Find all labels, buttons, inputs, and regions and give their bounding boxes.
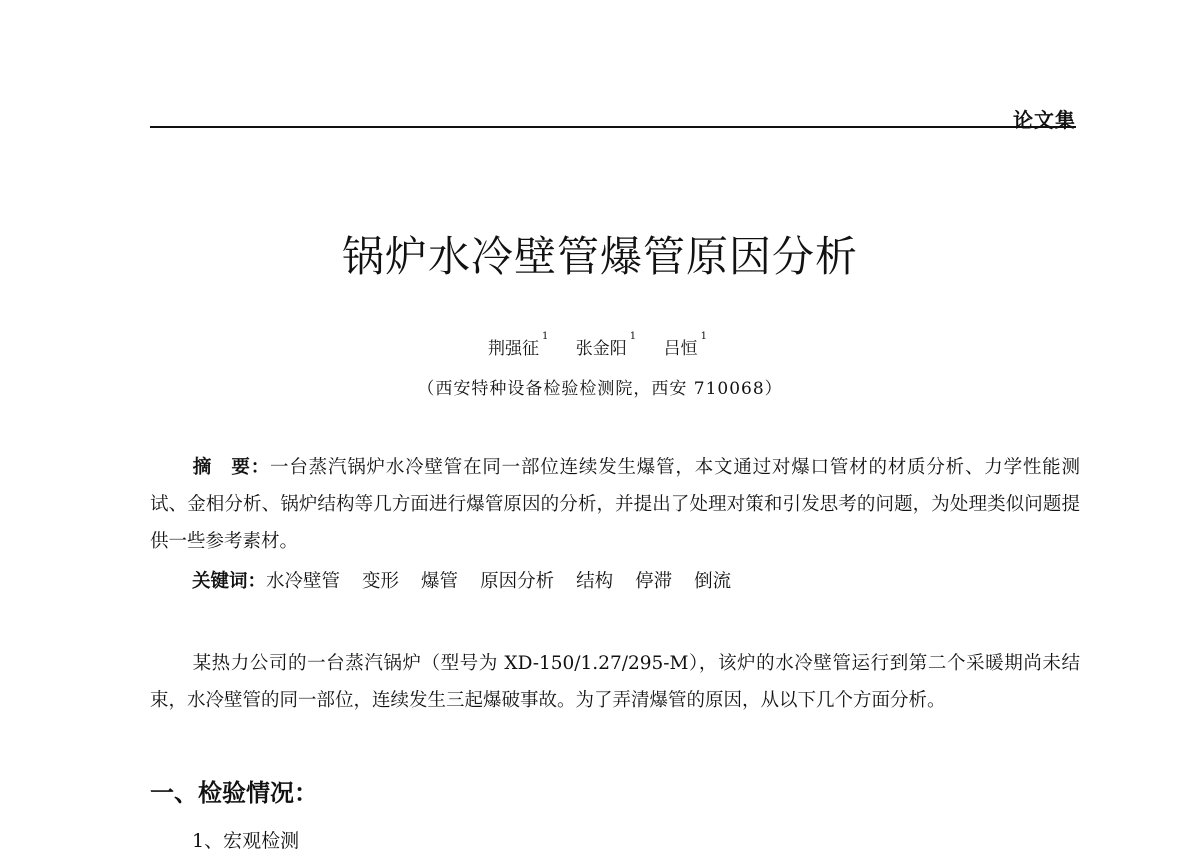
paper-title: 锅炉水冷壁管爆管原因分析 bbox=[341, 232, 858, 282]
header-label: 论文集 bbox=[1013, 108, 1076, 132]
abstract-label: 摘 要： bbox=[192, 457, 271, 478]
author-affiliation-mark: 1 bbox=[542, 331, 549, 342]
author-name: 吕恒 bbox=[663, 339, 698, 359]
abstract bbox=[150, 449, 1080, 560]
author-list bbox=[488, 331, 729, 359]
author bbox=[663, 331, 707, 359]
affiliation: （西安特种设备检验检测院，西安 710068） bbox=[417, 379, 783, 399]
keyword: 停滞 bbox=[635, 571, 673, 592]
keyword: 倒流 bbox=[694, 571, 732, 592]
keyword: 水冷壁管 bbox=[266, 571, 341, 592]
keyword: 原因分析 bbox=[480, 571, 555, 592]
author bbox=[488, 331, 549, 359]
header-rule bbox=[150, 126, 1076, 128]
keyword: 变形 bbox=[362, 571, 400, 592]
body-paragraph-text: 某热力公司的一台蒸汽锅炉（型号为 XD-150/1.27/295-M），该炉的水冷壁管运行到第二个采暖期尚未结束，水冷壁管的同一部位，连续发生三起爆破事故。为了弄清爆管的原因，从以下几个方面分析。 bbox=[150, 653, 1080, 711]
section-heading: 一、检验情况： bbox=[150, 779, 318, 807]
keywords bbox=[150, 563, 1080, 600]
keyword: 爆管 bbox=[421, 571, 459, 592]
author-affiliation-mark: 1 bbox=[700, 331, 707, 342]
body-paragraph bbox=[150, 645, 1080, 719]
abstract-text: 一台蒸汽锅炉水冷壁管在同一部位连续发生爆管，本文通过对爆口管材的材质分析、力学性能测试、金相分析、锅炉结构等几方面进行爆管原因的分析，并提出了处理对策和引发思考的问题，为处理类似问题提供一些参考素材。 bbox=[150, 457, 1080, 552]
subsection-heading: 1、宏观检测 bbox=[192, 830, 300, 852]
keyword: 结构 bbox=[576, 571, 614, 592]
keywords-label: 关键词： bbox=[192, 571, 267, 592]
author-name: 张金阳 bbox=[575, 339, 627, 359]
author-name: 荆强征 bbox=[488, 339, 539, 359]
author-affiliation-mark: 1 bbox=[629, 331, 637, 342]
author bbox=[575, 331, 637, 359]
